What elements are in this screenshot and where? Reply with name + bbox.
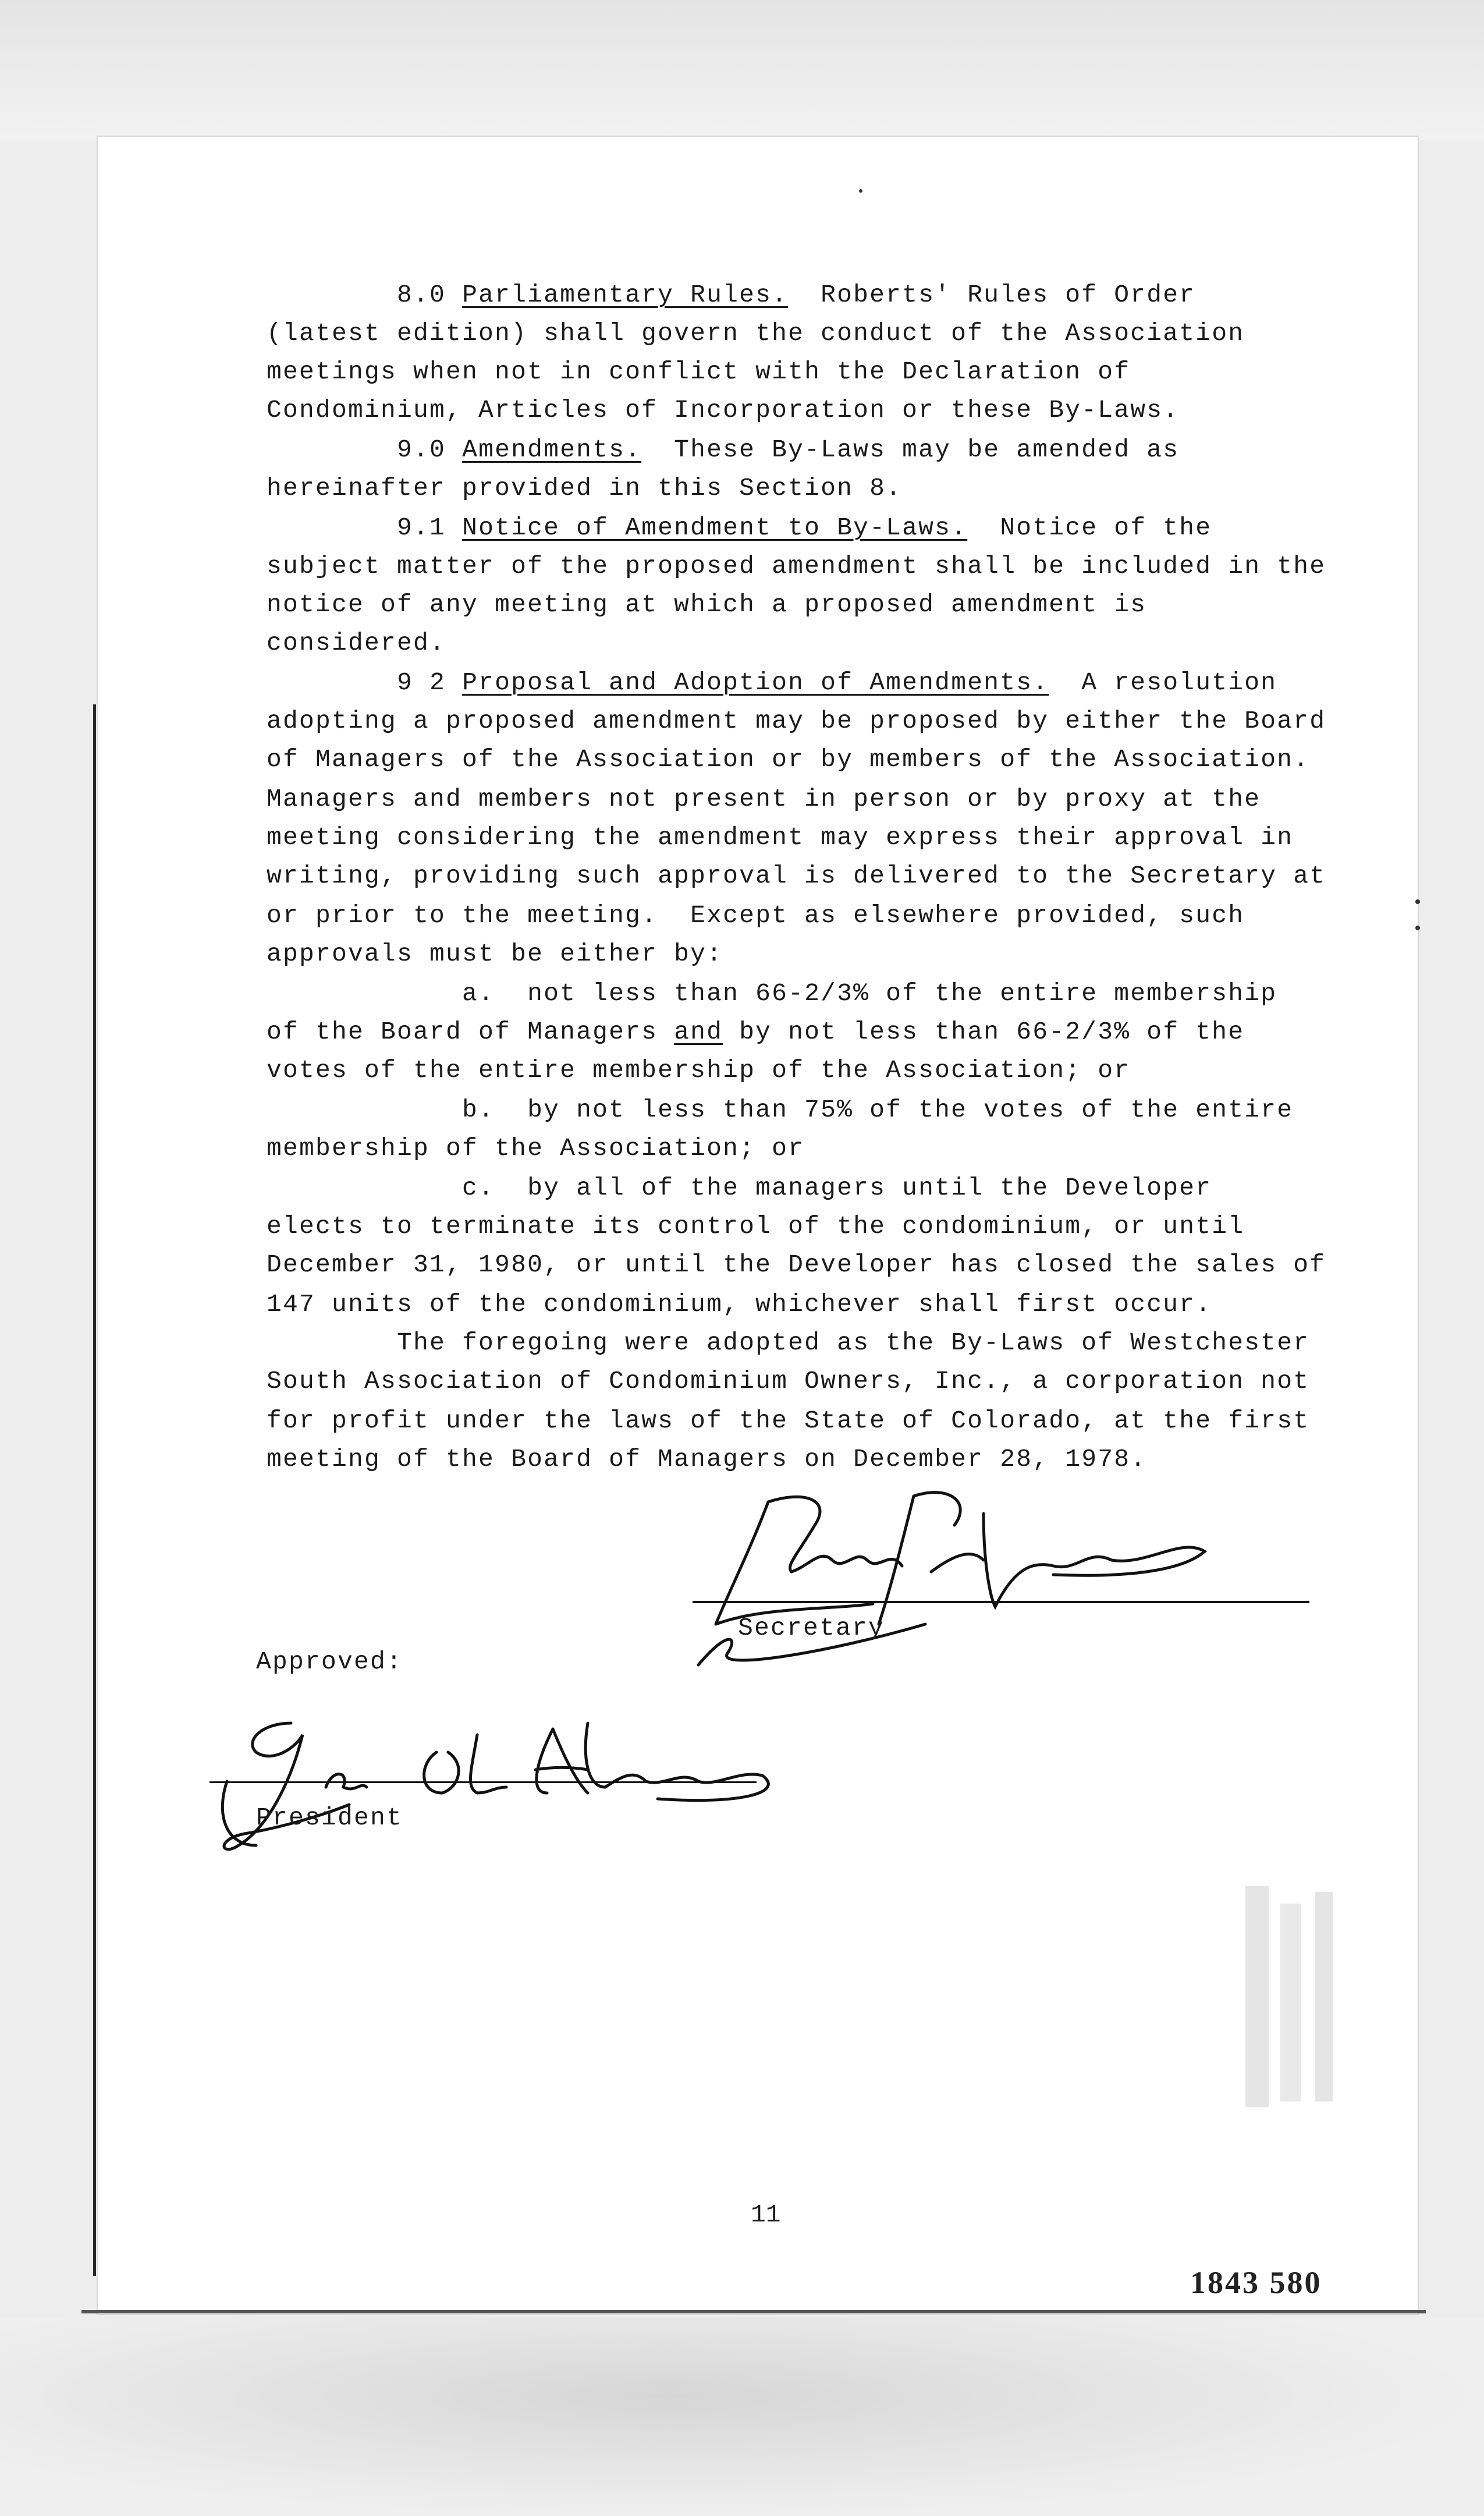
document-line: approvals must be either by: xyxy=(267,940,723,968)
line-lead: 9 2 xyxy=(267,668,463,697)
page-bottom-edge xyxy=(81,2310,1426,2313)
line-lead: 9.1 xyxy=(267,513,463,542)
line-rest: Roberts' Rules of Order xyxy=(788,281,1196,309)
page-number: 11 xyxy=(751,2200,781,2229)
line-rest: These By-Laws may be amended as xyxy=(641,435,1180,464)
document-line xyxy=(267,435,1179,465)
document-line: votes of the entire membership of the Association; or xyxy=(267,1056,1131,1085)
president-label: President xyxy=(256,1803,403,1832)
document-line: b. by not less than 75% of the votes of the entire xyxy=(267,1096,1294,1124)
scan-background-bottom xyxy=(0,2317,1484,2516)
document-line xyxy=(267,1018,1244,1047)
line-rest: Notice of the xyxy=(967,513,1212,542)
scan-speck xyxy=(1415,926,1420,930)
document-line: a. not less than 66-2/3% of the entire membership xyxy=(267,979,1277,1008)
document-line: South Association of Condominium Owners, Inc., a corporation not xyxy=(267,1367,1310,1395)
document-line: of Managers of the Association or by members of the Association. xyxy=(267,745,1310,774)
secretary-label: Secretary xyxy=(738,1614,885,1642)
document-line: meeting of the Board of Managers on December 28, 1978. xyxy=(267,1445,1147,1473)
document-line: (latest edition) shall govern the conduct of the Association xyxy=(267,319,1245,348)
document-line xyxy=(267,513,1212,543)
scan-speck xyxy=(859,189,862,193)
page-edge-line xyxy=(93,704,96,2276)
document-line xyxy=(267,668,1277,697)
document-line: The foregoing were adopted as the By-Laws of Westchester xyxy=(267,1328,1310,1357)
document-line: subject matter of the proposed amendment shall be included in the xyxy=(267,552,1326,580)
scan-speck xyxy=(1415,899,1420,904)
line-lead: 9.0 xyxy=(267,435,463,464)
document-line: Managers and members not present in person or by proxy at the xyxy=(267,785,1261,813)
document-line: or prior to the meeting. Except as elsewhere provided, such xyxy=(267,901,1245,930)
document-line: notice of any meeting at which a proposed amendment is xyxy=(267,590,1147,619)
faded-recorder-stamp xyxy=(1222,1880,1397,2125)
line-rest: A resolution xyxy=(1049,668,1277,697)
document-line: elects to terminate its control of the condominium, or until xyxy=(267,1212,1245,1241)
approved-label: Approved: xyxy=(256,1647,403,1676)
president-signature-line xyxy=(210,1781,757,1783)
document-line: meetings when not in conflict with the Declaration of xyxy=(267,357,1131,386)
section-heading: Proposal and Adoption of Amendments. xyxy=(462,668,1049,697)
document-line: membership of the Association; or xyxy=(267,1134,805,1163)
section-heading: Amendments. xyxy=(462,435,642,464)
document-line: 147 units of the condominium, whichever shall first occur. xyxy=(267,1290,1212,1319)
document-line: hereinafter provided in this Section 8. xyxy=(267,474,903,502)
line-lead: of the Board of Managers xyxy=(267,1018,674,1046)
president-signature xyxy=(204,1700,797,1869)
line-rest: by not less than 66-2/3% of the xyxy=(723,1018,1245,1046)
document-line: Condominium, Articles of Incorporation or these By-Laws. xyxy=(267,396,1180,424)
section-heading: and xyxy=(674,1018,723,1046)
scan-background-top xyxy=(0,0,1484,140)
document-line: c. by all of the managers until the Developer xyxy=(267,1174,1212,1202)
book-page-number: 1843 580 xyxy=(1190,2265,1322,2300)
line-lead: 8.0 xyxy=(267,281,463,309)
document-line: considered. xyxy=(267,629,446,657)
section-heading: Notice of Amendment to By-Laws. xyxy=(462,513,968,542)
secretary-signature-line xyxy=(693,1601,1309,1603)
document-line: meeting considering the amendment may express their approval in xyxy=(267,823,1294,852)
document-line: writing, providing such approval is delivered to the Secretary at xyxy=(267,862,1326,890)
document-line: for profit under the laws of the State of Colorado, at the first xyxy=(267,1406,1310,1435)
document-line xyxy=(267,281,1195,310)
section-heading: Parliamentary Rules. xyxy=(462,281,789,309)
document-line: December 31, 1980, or until the Developer has closed the sales of xyxy=(267,1250,1326,1279)
document-line: adopting a proposed amendment may be proposed by either the Board xyxy=(267,707,1326,735)
